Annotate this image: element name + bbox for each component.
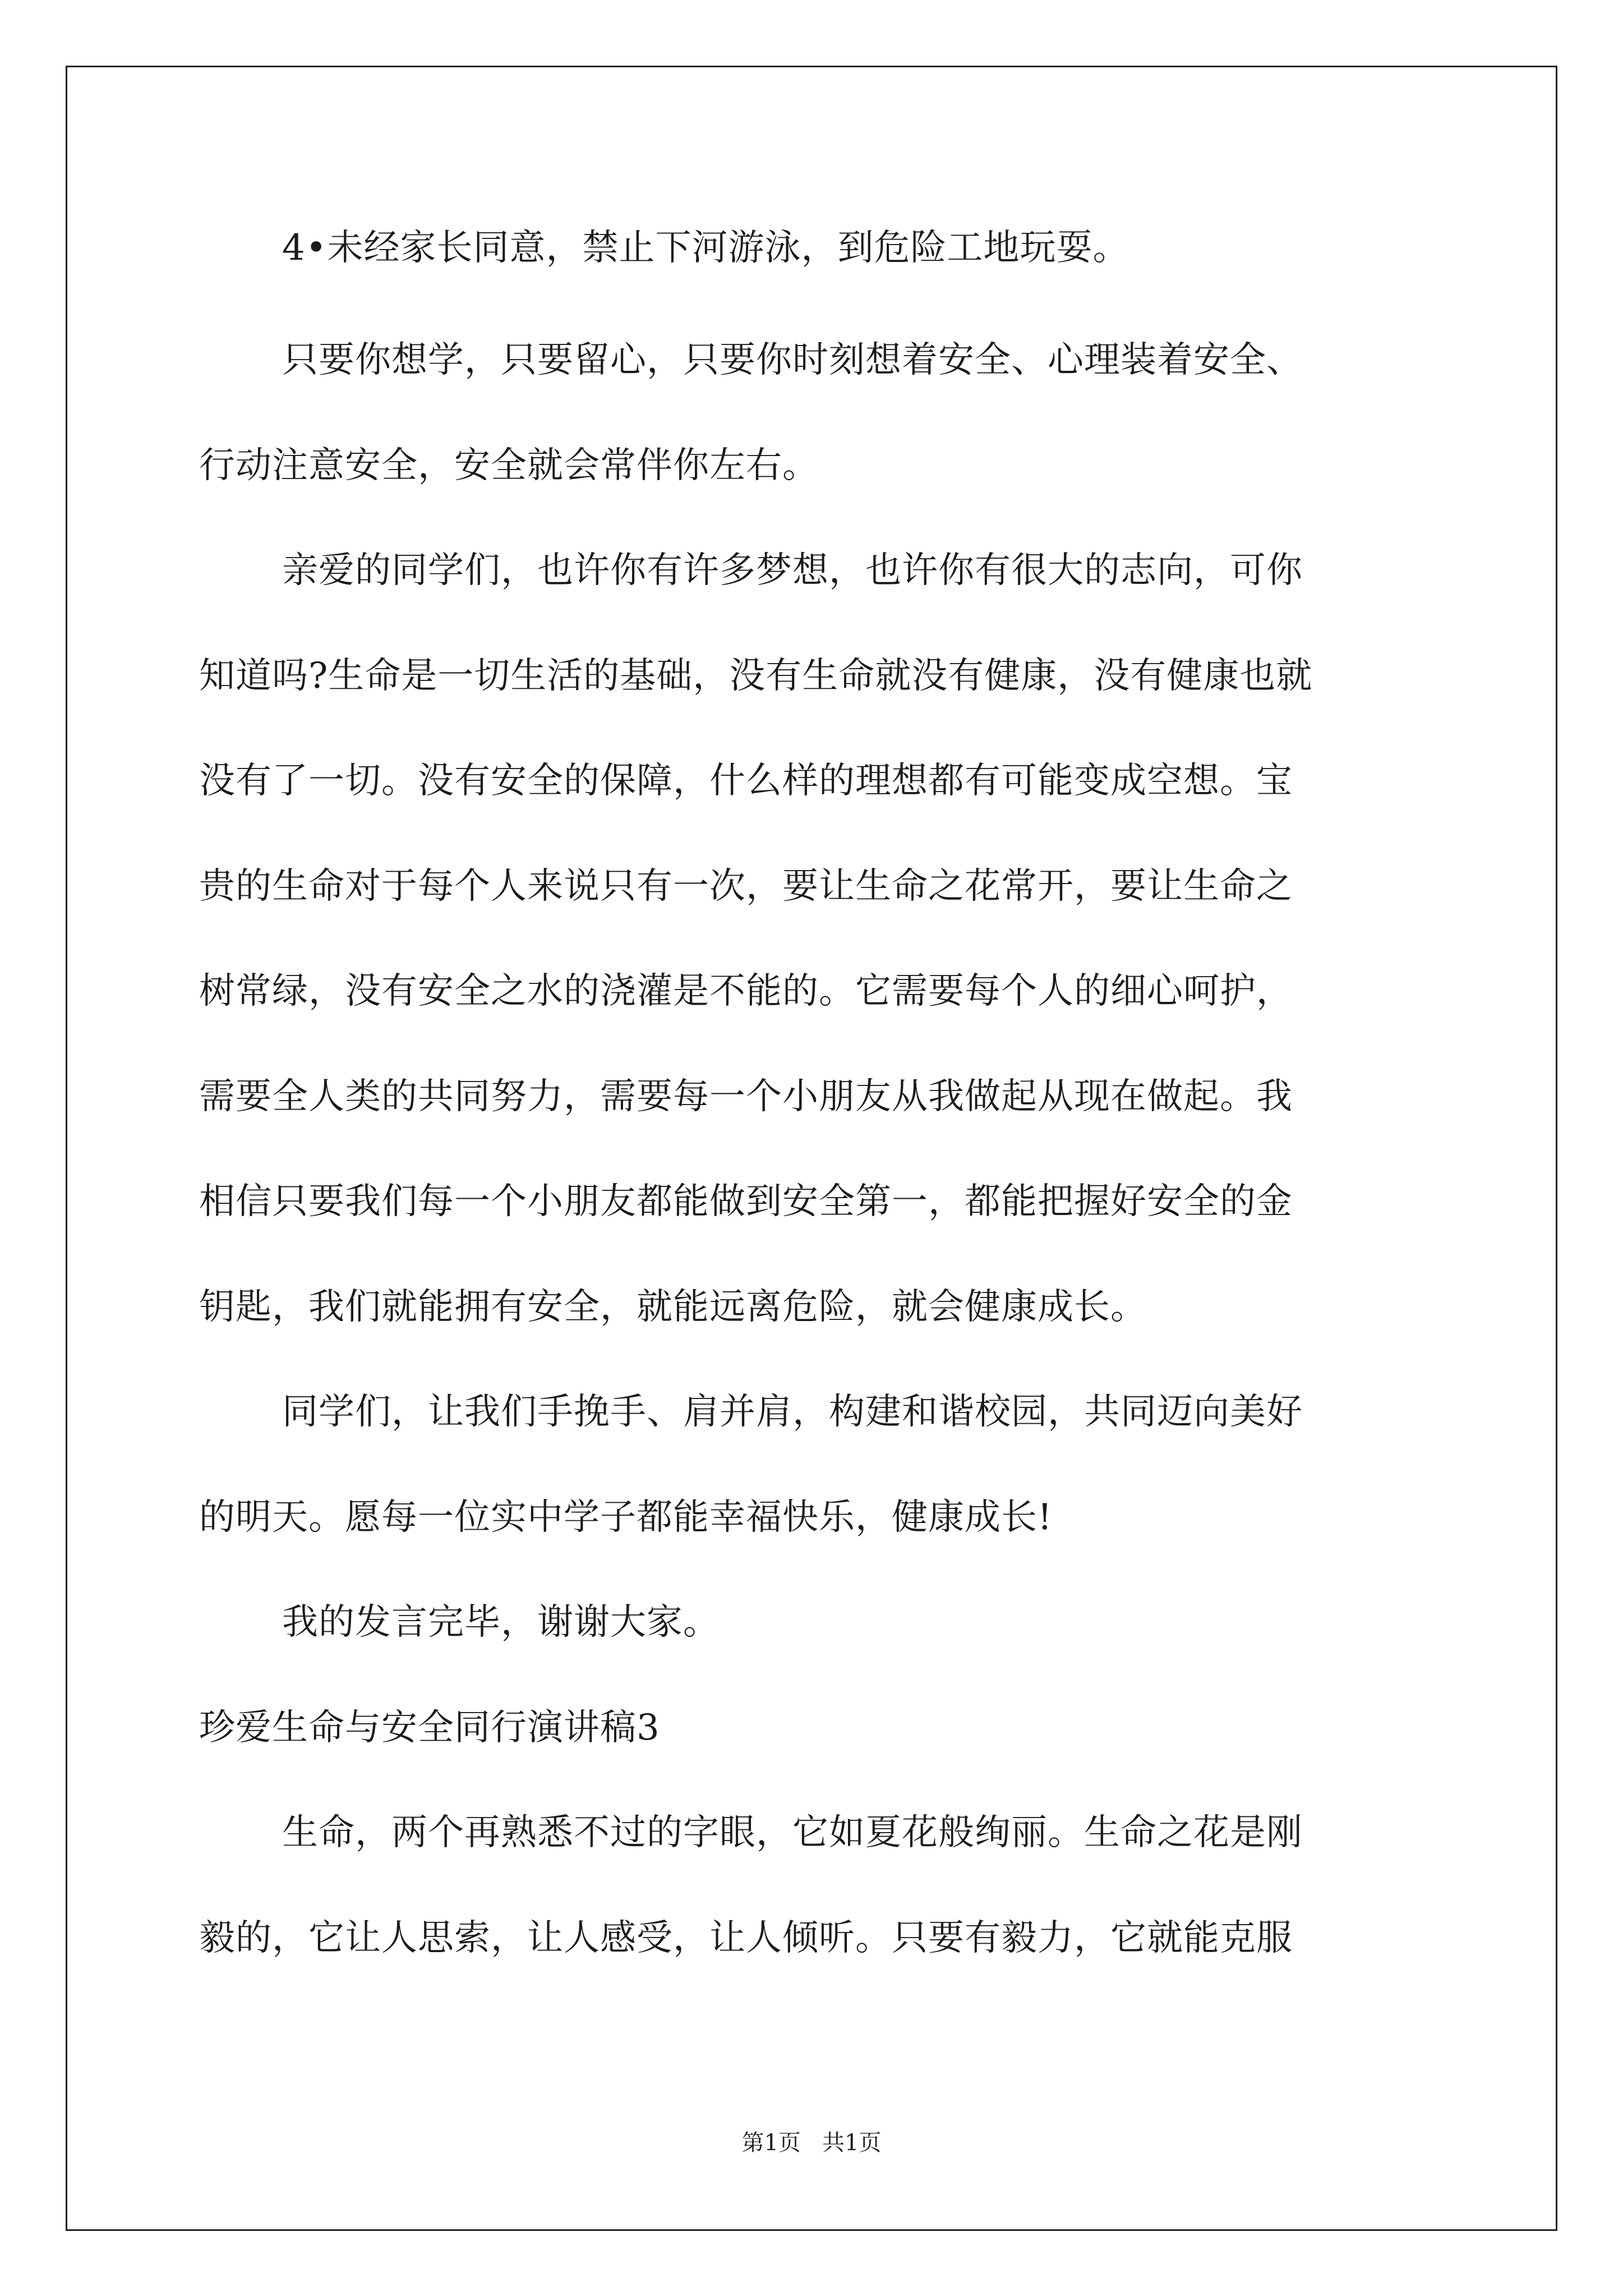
paragraph-line: 知道吗?生命是一切生活的基础，没有生命就没有健康，没有健康也就 xyxy=(199,655,1313,697)
paragraph-line: 只要你想学，只要留心，只要你时刻想着安全、心理装着安全、 xyxy=(282,339,1303,381)
paragraph-line: 我的发言完毕，谢谢大家。 xyxy=(282,1602,720,1643)
page-number-footer: 第1页 共1页 xyxy=(741,2130,882,2156)
paragraph-line: 的明天。愿每一位实中学子都能幸福快乐，健康成长! xyxy=(199,1497,1053,1538)
list-item-4: 4•未经家长同意，禁止下河游泳，到危险工地玩耍。 xyxy=(282,227,1129,269)
paragraph-line: 同学们，让我们手挽手、肩并肩，构建和谐校园，共同迈向美好 xyxy=(282,1391,1303,1433)
paragraph-line: 需要全人类的共同努力，需要每一个小朋友从我做起从现在做起。我 xyxy=(199,1076,1293,1117)
paragraph-line: 亲爱的同学们，也许你有许多梦想，也许你有很大的志向，可你 xyxy=(282,550,1303,591)
paragraph-line: 树常绿，没有安全之水的浇灌是不能的。它需要每个人的细心呵护， xyxy=(199,970,1293,1012)
paragraph-line: 生命，两个再熟悉不过的字眼，它如夏花般绚丽。生命之花是刚 xyxy=(282,1812,1303,1853)
paragraph-line: 行动注意安全，安全就会常伴你左右。 xyxy=(199,445,819,486)
page-border xyxy=(66,66,1557,2231)
paragraph-line: 相信只要我们每一个小朋友都能做到安全第一，都能把握好安全的金 xyxy=(199,1181,1293,1222)
paragraph-line: 钥匙，我们就能拥有安全，就能远离危险，就会健康成长。 xyxy=(199,1286,1147,1328)
paragraph-line: 毅的，它让人思索，让人感受，让人倾听。只要有毅力，它就能克服 xyxy=(199,1917,1293,1959)
section-title: 珍爱生命与安全同行演讲稿3 xyxy=(199,1707,660,1749)
paragraph-line: 没有了一切。没有安全的保障，什么样的理想都有可能变成空想。宝 xyxy=(199,760,1293,802)
paragraph-line: 贵的生命对于每个人来说只有一次，要让生命之花常开，要让生命之 xyxy=(199,866,1293,907)
